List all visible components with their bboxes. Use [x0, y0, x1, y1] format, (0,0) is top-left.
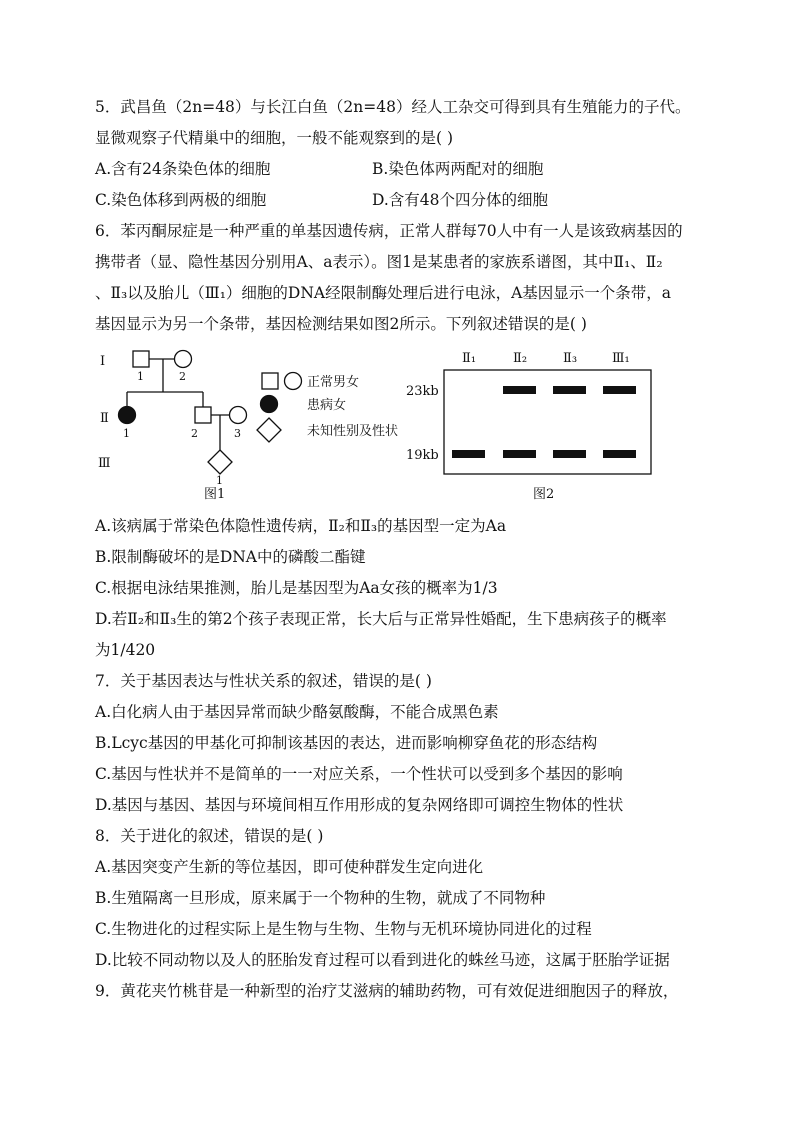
fig1-caption: 图1	[204, 487, 226, 502]
q7-option-a: A.白化病人由于基因异常而缺少酪氨酸酶，不能合成黑色素	[95, 703, 499, 721]
q8-option-a: A.基因突变产生新的等位基因，即可使种群发生定向进化	[95, 858, 484, 876]
gen1-male	[133, 351, 149, 367]
band-19kb-lane-1	[452, 450, 485, 458]
band-19kb-lane-4	[603, 450, 636, 458]
id-III1: 1	[216, 474, 223, 487]
q8-option-b: B.生殖隔离一旦形成，原来属于一个物种的生物，就成了不同物种	[95, 889, 546, 907]
q7-option-c: C.基因与性状并不是简单的一一对应关系，一个性状可以受到多个基因的影响	[95, 765, 623, 783]
electrophoresis-figure	[400, 340, 660, 510]
band-19kb-lane-2	[503, 450, 536, 458]
q6-stem-line4: 基因显示为另一个条带，基因检测结果如图2所示。下列叙述错误的是( )	[95, 315, 587, 333]
gel-frame	[444, 370, 651, 474]
gen1-female	[175, 351, 192, 368]
legend-square	[262, 373, 278, 389]
q5-option-b: B.染色体两两配对的细胞	[372, 160, 544, 178]
q9-stem: 9．黄花夹竹桃苷是一种新型的治疗艾滋病的辅助药物，可有效促进细胞因子的释放，	[95, 982, 679, 1000]
q8-option-c: C.生物进化的过程实际上是生物与生物、生物与无机环境协同进化的过程	[95, 920, 592, 938]
q7-option-b: B.Lcyc基因的甲基化可抑制该基因的表达，进而影响柳穿鱼花的形态结构	[95, 734, 598, 752]
band-23kb-lane-3	[553, 386, 586, 394]
q6-option-b: B.限制酶破坏的是DNA中的磷酸二酯键	[95, 548, 366, 566]
lane-label-II2: Ⅱ₂	[513, 351, 528, 366]
legend-filled-circle	[261, 396, 278, 413]
q6-option-d-line2: 为1/420	[95, 641, 156, 659]
q7-stem: 7．关于基因表达与性状关系的叙述，错误的是( )	[95, 672, 432, 690]
fig2-caption: 图2	[533, 487, 555, 502]
id-II2: 2	[191, 427, 198, 440]
lane-label-II1: Ⅱ₁	[462, 351, 477, 366]
id-I1: 1	[137, 370, 144, 383]
id-II3: 3	[234, 427, 241, 440]
q5-option-a: A.含有24条染色体的细胞	[95, 160, 271, 178]
q6-stem-line2: 携带者（显、隐性基因分别用A、a表示）。图1是某患者的家族系谱图，其中Ⅱ₁、Ⅱ₂	[95, 253, 663, 271]
q6-option-d-line1: D.若Ⅱ₂和Ⅱ₃生的第2个孩子表现正常，长大后与正常异性婚配，生下患病孩子的概率	[95, 610, 667, 628]
legend-patient-label: 患病女	[307, 398, 347, 413]
lane-label-III1: Ⅲ₁	[612, 351, 630, 366]
size-label-19kb: 19kb	[406, 448, 439, 463]
q8-stem: 8．关于进化的叙述，错误的是( )	[95, 827, 324, 845]
q7-option-d: D.基因与基因、基因与环境间相互作用形成的复杂网络即可调控生物体的性状	[95, 796, 624, 814]
size-label-23kb: 23kb	[406, 384, 439, 399]
legend-unknown-label: 未知性别及性状	[307, 424, 399, 439]
legend-circle	[285, 373, 302, 390]
gen2-affected-female	[119, 407, 136, 424]
lane-label-II3: Ⅱ₃	[563, 351, 578, 366]
q5-stem-line2: 显微观察子代精巢中的细胞，一般不能观察到的是( )	[95, 129, 454, 147]
q5-option-d: D.含有48个四分体的细胞	[372, 191, 549, 209]
legend-diamond	[257, 418, 281, 442]
gen-label-3: Ⅲ	[98, 456, 111, 471]
q6-option-a: A.该病属于常染色体隐性遗传病，Ⅱ₂和Ⅱ₃的基因型一定为Aa	[95, 517, 507, 535]
pedigree-figure	[85, 340, 425, 510]
id-I2: 2	[179, 370, 186, 383]
gen2-male	[195, 407, 211, 423]
gen3-fetus-diamond	[208, 450, 232, 474]
gen-label-1: Ⅰ	[100, 354, 106, 369]
q8-option-d: D.比较不同动物以及人的胚胎发育过程可以看到进化的蛛丝马迹，这属于胚胎学证据	[95, 951, 670, 969]
band-19kb-lane-3	[553, 450, 586, 458]
q6-stem-line3: 、Ⅱ₃以及胎儿（Ⅲ₁）细胞的DNA经限制酶处理后进行电泳，A基因显示一个条带，a	[95, 284, 672, 302]
id-II1: 1	[123, 427, 130, 440]
band-23kb-lane-4	[603, 386, 636, 394]
q5-stem-line1: 5．武昌鱼（2n=48）与长江白鱼（2n=48）经人工杂交可得到具有生殖能力的子代。	[95, 98, 691, 116]
legend-normal-label: 正常男女	[307, 375, 360, 390]
gen-label-2: Ⅱ	[100, 411, 109, 426]
q6-option-c: C.根据电泳结果推测，胎儿是基因型为Aa女孩的概率为1/3	[95, 579, 498, 597]
q5-option-c: C.染色体移到两极的细胞	[95, 191, 267, 209]
q6-stem-line1: 6．苯丙酮尿症是一种严重的单基因遗传病，正常人群每70人中有一人是该致病基因的	[95, 222, 683, 240]
band-23kb-lane-2	[503, 386, 536, 394]
gen2-female	[230, 407, 247, 424]
